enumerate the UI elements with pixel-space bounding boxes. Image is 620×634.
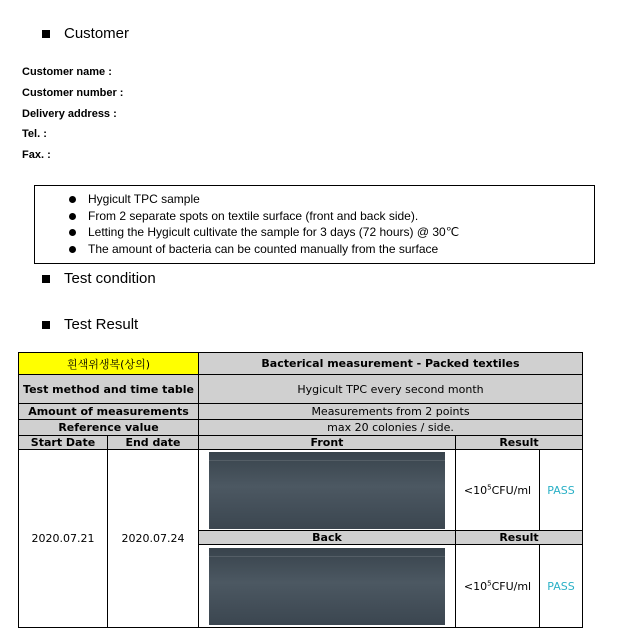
- product-name: 흰색위생복(상의): [19, 353, 199, 375]
- test-condition-box: [34, 185, 595, 264]
- delivery-address-label: Delivery address :: [22, 108, 117, 120]
- start-date: 2020.07.21: [19, 450, 108, 628]
- square-bullet-icon: [42, 321, 50, 329]
- section-title: Test condition: [64, 270, 156, 287]
- customer-number-label: Customer number :: [22, 87, 124, 99]
- condition-item: From 2 separate spots on textile surface (front and back side).: [69, 208, 594, 225]
- condition-item: Letting the Hygicult cultivate the sample for 3 days (72 hours) @ 30℃: [69, 224, 594, 241]
- back-result-header: Result: [456, 531, 583, 545]
- reference-value: max 20 colonies / side.: [199, 420, 583, 436]
- amount-label: Amount of measurements: [19, 404, 199, 420]
- section-test-condition: [42, 270, 156, 287]
- start-date-header: Start Date: [19, 436, 108, 450]
- section-test-result: [42, 316, 138, 333]
- back-header: Back: [199, 531, 456, 545]
- customer-name-label: Customer name :: [22, 66, 112, 78]
- end-date: 2020.07.24: [108, 450, 199, 628]
- section-customer: [42, 25, 129, 42]
- square-bullet-icon: [42, 275, 50, 283]
- result-header: Result: [456, 436, 583, 450]
- section-title: Customer: [64, 25, 130, 42]
- back-status: PASS: [540, 545, 583, 628]
- front-status: PASS: [540, 450, 583, 531]
- back-photo: [199, 545, 456, 628]
- front-sample-image: [209, 452, 445, 529]
- method-label: Test method and time table: [19, 375, 199, 404]
- amount-value: Measurements from 2 points: [199, 404, 583, 420]
- tel-label: Tel. :: [22, 128, 47, 140]
- front-header: Front: [199, 436, 456, 450]
- front-result: $<10^5CFU/ml$: [456, 450, 540, 531]
- condition-item: The amount of bacteria can be counted manually from the surface: [69, 241, 594, 258]
- square-bullet-icon: [42, 30, 50, 38]
- end-date-header: End date: [108, 436, 199, 450]
- method-value: Hygicult TPC every second month: [199, 375, 583, 404]
- fax-label: Fax. :: [22, 149, 51, 161]
- condition-item: Hygicult TPC sample: [69, 191, 594, 208]
- section-title: Test Result: [64, 316, 139, 333]
- result-table: [18, 352, 583, 628]
- back-result: $<10^5CFU/ml$: [456, 545, 540, 628]
- back-sample-image: [209, 548, 445, 625]
- reference-label: Reference value: [19, 420, 199, 436]
- measurement-title: Bacterical measurement - Packed textiles: [199, 353, 583, 375]
- front-photo: [199, 450, 456, 531]
